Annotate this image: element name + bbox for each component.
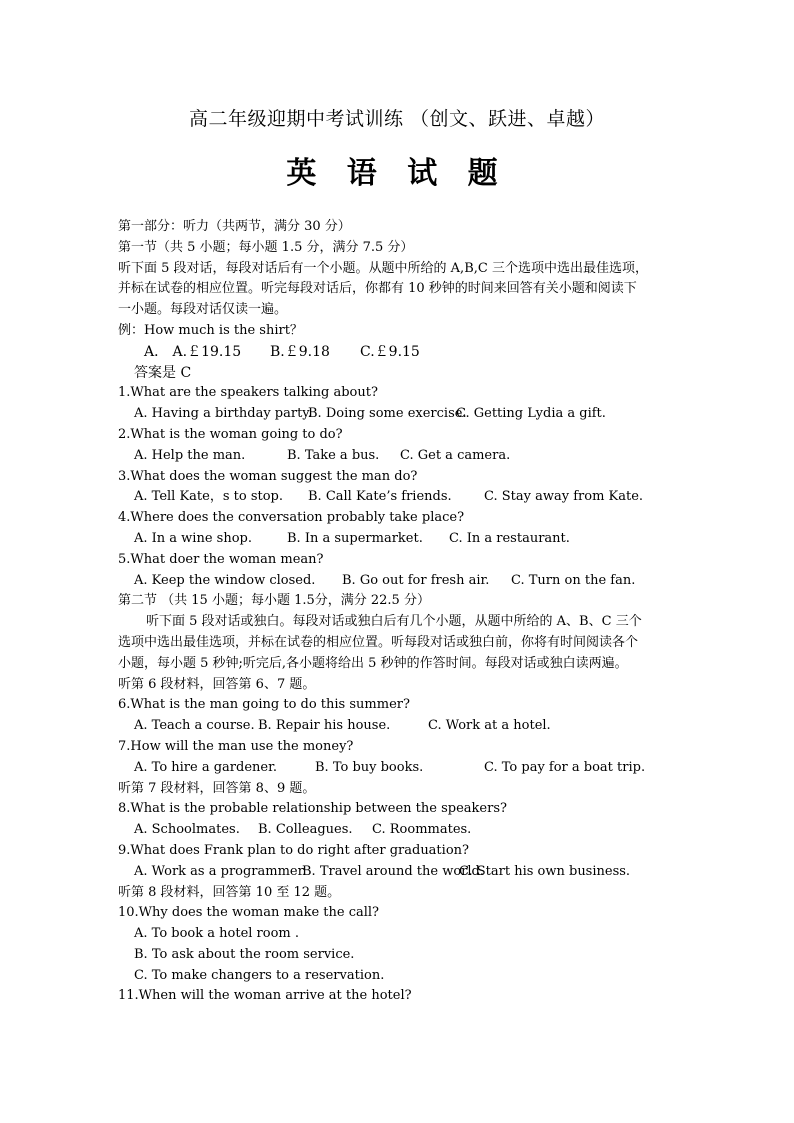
- option-b: B. Doing some exercise.: [308, 406, 467, 422]
- question-5: 5.What doer the woman mean?: [118, 551, 324, 567]
- question-1-options: [118, 404, 698, 425]
- option-c: C. In a restaurant.: [449, 530, 570, 546]
- option-b: B. Call Kate’s friends.: [308, 489, 452, 505]
- part1-heading: 第一部分：听力（共两节，满分 30 分）: [118, 219, 351, 234]
- question-10-option-b: B. To ask about the room service.: [134, 946, 355, 962]
- question-5-options: [118, 571, 698, 592]
- question-10-option-a: A. To book a hotel room .: [134, 926, 300, 942]
- question-10-option-c: C. To make changers to a reservation.: [134, 967, 385, 983]
- question-7: 7.How will the man use the money?: [118, 738, 354, 754]
- section1-instruction-3: 一小题。每段对话仅读一遍。: [118, 302, 288, 318]
- option-c: C. Turn on the fan.: [511, 572, 636, 588]
- example-options: [118, 342, 698, 363]
- question-9: 9.What does Frank plan to do right after graduation?: [118, 842, 469, 858]
- option-c: C. Start his own business.: [459, 863, 631, 879]
- question-3: 3.What does the woman suggest the man do?: [118, 468, 418, 484]
- option-b: B. Repair his house.: [258, 718, 391, 734]
- option-a: A. Teach a course.: [134, 718, 255, 734]
- question-8: 8.What is the probable relationship between the speakers?: [118, 801, 507, 817]
- question-9-options: [118, 862, 698, 883]
- option-a: A. Keep the window closed.: [134, 572, 316, 588]
- exam-header: 高二年级迎期中考试训练 （创文、跃进、卓越）: [188, 108, 606, 130]
- question-1: 1.What are the speakers talking about?: [118, 385, 378, 401]
- question-7-options: [118, 758, 698, 779]
- example-option-a: A． A.￡19.15: [144, 343, 242, 360]
- example-option-c: C.￡9.15: [360, 343, 420, 360]
- question-10: 10.Why does the woman make the call?: [118, 905, 380, 921]
- option-a: A. Having a birthday party.: [134, 406, 313, 422]
- question-2: 2.What is the woman going to do?: [118, 426, 343, 442]
- example-question: 例：How much is the shirt？: [118, 322, 303, 338]
- option-b: B. Travel around the world.: [302, 863, 484, 879]
- material-7-heading: 听第 7 段材料，回答第 8、9 题。: [118, 780, 316, 796]
- section2-instruction-3: 小题，每小题 5 秒钟;听完后,各小题将给出 5 秒钟的作答时间。每段对话或独白读两遍。: [118, 655, 628, 671]
- question-2-options: [118, 446, 698, 467]
- option-a: A. Schoolmates.: [134, 822, 240, 838]
- option-c: C. Getting Lydia a gift.: [456, 406, 606, 422]
- option-c: C. To pay for a boat trip.: [484, 759, 646, 775]
- question-6-options: [118, 716, 698, 737]
- option-b: B. Colleagues.: [258, 822, 353, 838]
- section2-instruction-1: 听下面 5 段对话或独白。每段对话或独白后有几个小题，从题中所给的 A、B、C 三个: [146, 614, 642, 630]
- example-answer: 答案是 C: [134, 364, 192, 381]
- option-a: A. To hire a gardener.: [134, 759, 278, 775]
- option-b: B. Go out for fresh air.: [342, 572, 490, 588]
- question-4: 4.Where does the conversation probably take place?: [118, 510, 465, 526]
- material-6-heading: 听第 6 段材料，回答第 6、7 题。: [118, 676, 316, 692]
- question-6: 6.What is the man going to do this summer?: [118, 697, 410, 713]
- option-a: A. In a wine shop.: [134, 530, 252, 546]
- section1-instruction-1: 听下面 5 段对话，每段对话后有一个小题。从题中所给的 A,B,C 三个选项中选出最佳选项，: [118, 260, 648, 276]
- section1-instruction-2: 并标在试卷的相应位置。听完每段对话后，你都有 10 秒钟的时间来回答有关小题和阅读下: [118, 281, 637, 297]
- option-c: C. Stay away from Kate.: [484, 489, 644, 505]
- option-c: C. Work at a hotel.: [428, 718, 551, 734]
- option-b: B. Take a bus.: [287, 447, 380, 463]
- material-8-heading: 听第 8 段材料，回答第 10 至 12 题。: [118, 884, 341, 900]
- exam-title: 英 语 试 题: [286, 156, 508, 191]
- question-4-options: [118, 529, 698, 550]
- option-b: B. To buy books.: [315, 759, 424, 775]
- option-a: A. Tell Kate，s to stop.: [134, 489, 283, 505]
- section2-instruction-2: 选项中选出最佳选项，并标在试卷的相应位置。听每段对话或独白前，你将有时间阅读各个: [118, 634, 639, 650]
- option-a: A. Work as a programmer.: [134, 863, 307, 879]
- question-8-options: [118, 820, 698, 841]
- option-a: A. Help the man.: [134, 447, 246, 463]
- section1-heading: 第一节（共 5 小题；每小题 1.5 分，满分 7.5 分）: [118, 239, 414, 255]
- option-c: C. Get a camera.: [400, 447, 511, 463]
- option-b: B. In a supermarket.: [287, 530, 423, 546]
- option-c: C. Roommates.: [372, 822, 472, 838]
- question-3-options: [118, 487, 698, 508]
- question-11: 11.When will the woman arrive at the hotel?: [118, 988, 412, 1004]
- example-option-b: B.￡9.18: [270, 343, 330, 360]
- exam-content: [118, 217, 698, 1007]
- section2-heading: 第二节 （共 15 小题；每小题 1.5分，满分 22.5 分）: [118, 593, 430, 609]
